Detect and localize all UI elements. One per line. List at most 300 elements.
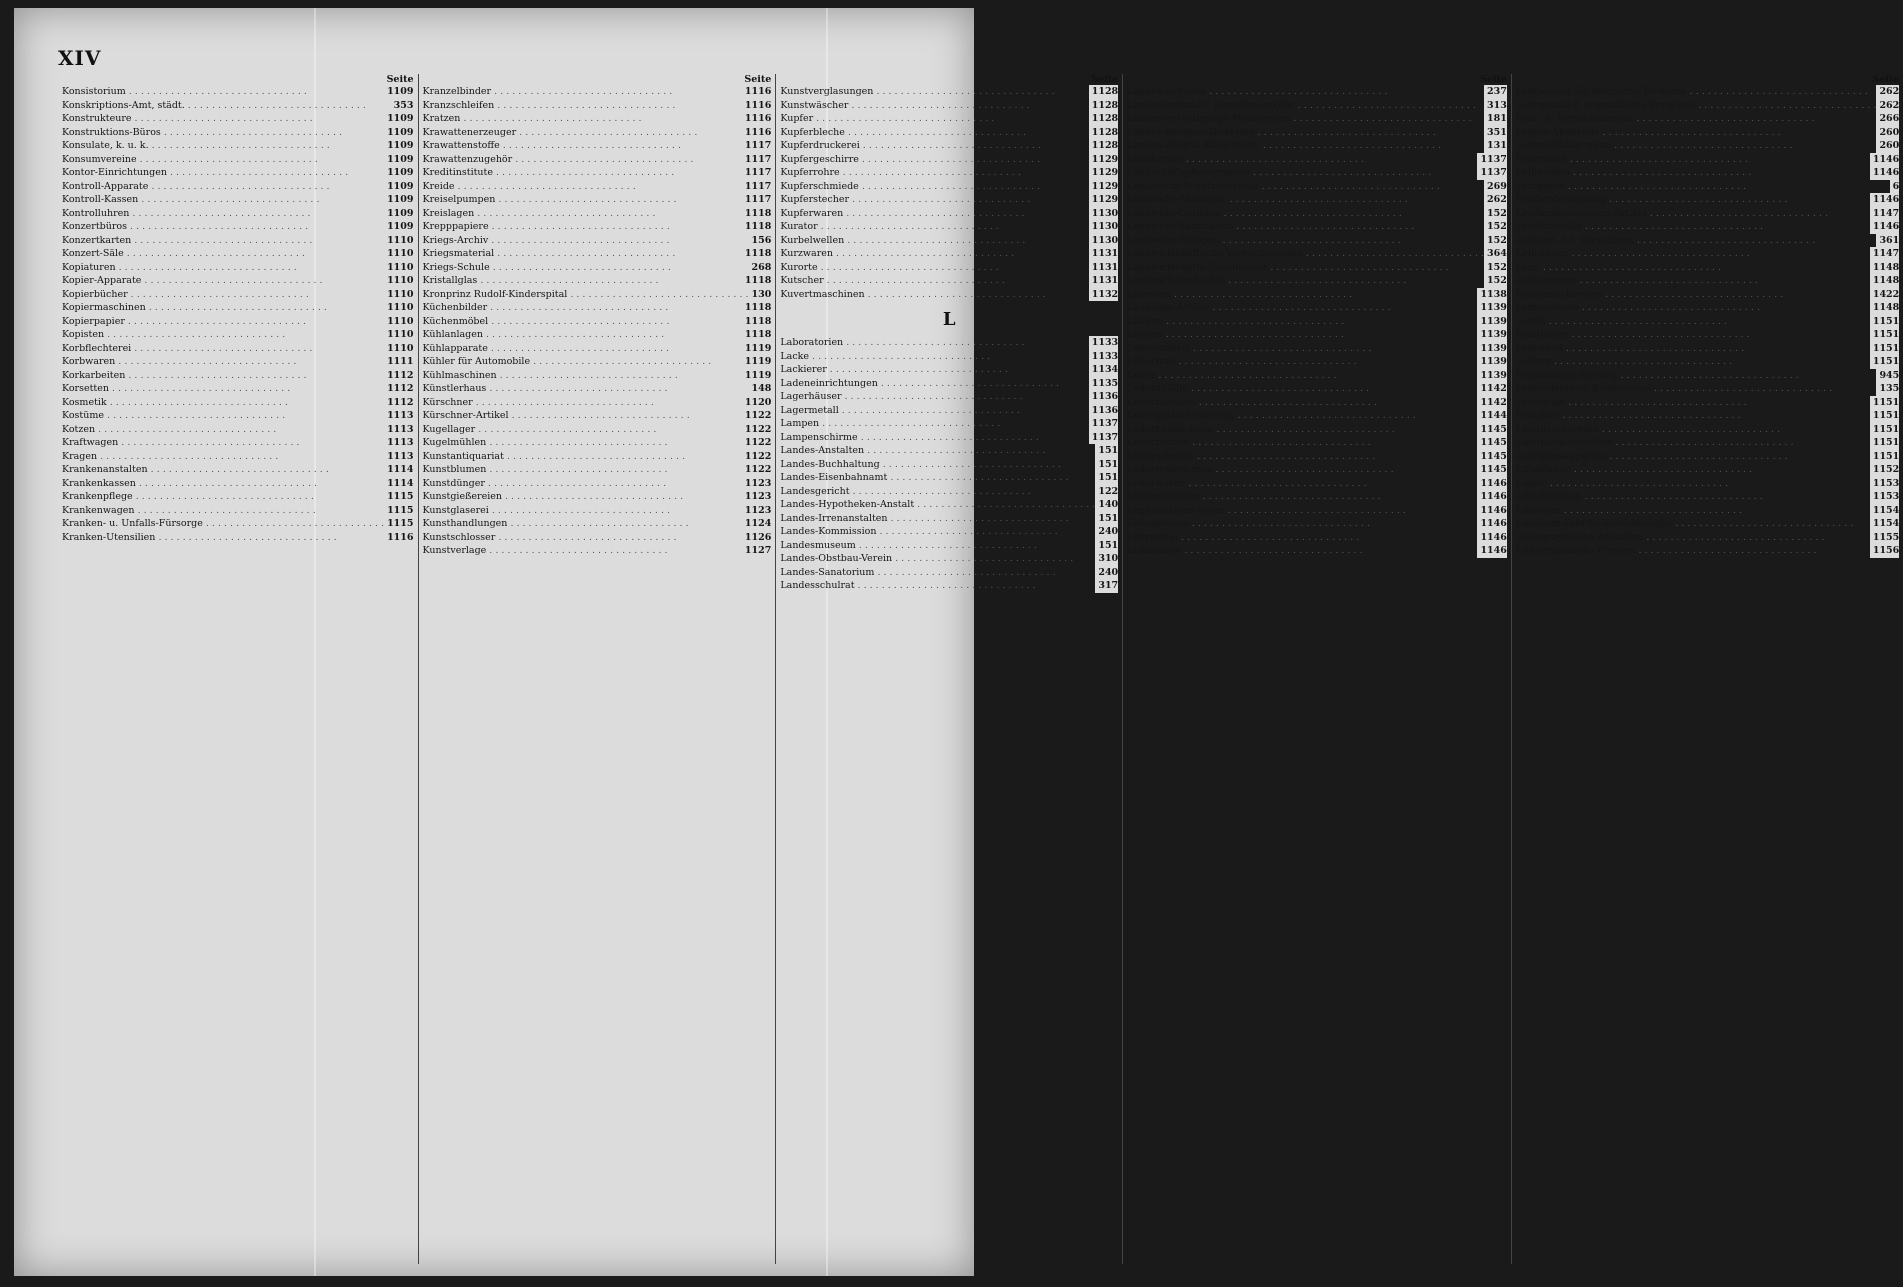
entry-page: 1152 bbox=[1870, 463, 1899, 477]
entry-term: Leuchter . . . bbox=[1516, 409, 1741, 423]
entry-page: 1109 bbox=[384, 180, 413, 194]
index-entry bbox=[62, 382, 414, 396]
entry-page: 6 bbox=[1890, 180, 1900, 194]
entry-term: Lesezirkel . . . bbox=[1516, 396, 1747, 410]
entry-page: 1118 bbox=[742, 315, 771, 329]
index-entry bbox=[1127, 315, 1507, 329]
entry-term: Kunstglaserei . . . bbox=[423, 504, 671, 518]
entry-page: 1122 bbox=[742, 436, 771, 450]
index-entry bbox=[1127, 544, 1507, 558]
entry-page: 140 bbox=[1095, 498, 1118, 512]
entry-term: Landwirtschafts-Rat . . . bbox=[1127, 274, 1406, 288]
entry-page: 1109 bbox=[384, 166, 413, 180]
index-entry bbox=[423, 342, 772, 356]
entry-term: Leichtmetalle . . . bbox=[1516, 220, 1763, 234]
entry-term: Kurator . . . bbox=[780, 220, 998, 234]
entry-page: 1151 bbox=[1870, 342, 1899, 356]
index-entry bbox=[423, 112, 772, 126]
index-entry bbox=[62, 193, 414, 207]
entry-term: Kurzwaren . . . bbox=[780, 247, 1014, 261]
entry-page: 1116 bbox=[384, 531, 413, 545]
entry-term: Ledergalanteriewaren . . . bbox=[1127, 409, 1416, 423]
entry-term: Kunstgießereien . . . bbox=[423, 490, 684, 504]
index-entry bbox=[1516, 544, 1899, 558]
entry-term: Leibgarde . . . bbox=[1516, 180, 1746, 194]
entry-term: Kostüme . . . bbox=[62, 409, 285, 423]
index-entry bbox=[423, 517, 772, 531]
entry-term: Kranzschleifen . . . bbox=[423, 99, 676, 113]
entry-term: Kupferdruckerei . . . bbox=[780, 139, 1041, 153]
index-entry bbox=[1127, 180, 1507, 194]
entry-page: 1142 bbox=[1477, 396, 1506, 410]
entry-term: Lacke . . . bbox=[780, 350, 990, 364]
index-entry bbox=[423, 247, 772, 261]
entry-page: 1117 bbox=[742, 193, 771, 207]
index-entry bbox=[1127, 517, 1507, 531]
entry-page: 1123 bbox=[742, 490, 771, 504]
entry-page: 1118 bbox=[742, 207, 771, 221]
entry-term: Kühler für Automobile . . . bbox=[423, 355, 712, 369]
index-entry bbox=[1127, 207, 1507, 221]
entry-page: 1118 bbox=[742, 328, 771, 342]
index-entry bbox=[1516, 504, 1899, 518]
entry-page: 1136 bbox=[1089, 404, 1118, 418]
index-entry bbox=[423, 288, 772, 302]
entry-page: 1144 bbox=[1477, 409, 1506, 423]
entry-term: Lehr- u. Versuchsanstalt . . . bbox=[1516, 112, 1815, 126]
entry-page: 1110 bbox=[384, 342, 413, 356]
column-entries bbox=[62, 85, 414, 544]
index-entry bbox=[1516, 166, 1899, 180]
entry-page: 1129 bbox=[1089, 180, 1118, 194]
index-entry bbox=[62, 490, 414, 504]
entry-page: 1147 bbox=[1870, 247, 1899, 261]
column-header: Seite bbox=[1479, 74, 1507, 85]
entry-term: Kunstverlage . . . bbox=[423, 544, 668, 558]
entry-term: Landes-Anstalten . . . bbox=[780, 444, 1045, 458]
entry-term: Kupferstecher . . . bbox=[780, 193, 1030, 207]
entry-term: Landes-Hypotheken-Anstalt . . . bbox=[780, 498, 1095, 512]
entry-term: Lackierer . . . bbox=[780, 363, 1008, 377]
entry-page: 361 bbox=[1876, 234, 1899, 248]
index-entry bbox=[62, 477, 414, 491]
entry-page: 1110 bbox=[384, 301, 413, 315]
index-entry bbox=[1127, 369, 1507, 383]
index-entry bbox=[62, 85, 414, 99]
entry-term: Konsumvereine . . . bbox=[62, 153, 318, 167]
entry-page: 310 bbox=[1095, 552, 1118, 566]
entry-term: Kopierbücher . . . bbox=[62, 288, 309, 302]
entry-term: Leinwand . . . bbox=[1516, 342, 1744, 356]
index-entry bbox=[1516, 85, 1899, 99]
entry-page: 1148 bbox=[1870, 301, 1899, 315]
entry-term: Kugelmühlen . . . bbox=[423, 436, 668, 450]
index-entry bbox=[780, 525, 1118, 539]
entry-term: Lagerhäuser . . . bbox=[780, 390, 1022, 404]
entry-term: Kriegsmaterial . . . bbox=[423, 247, 676, 261]
index-entry bbox=[1127, 301, 1507, 315]
index-entry bbox=[1127, 409, 1507, 423]
entry-term: Kriegs-Schule . . . bbox=[423, 261, 671, 275]
column-header: Seite bbox=[386, 74, 414, 85]
entry-term: Lederabfälle . . . bbox=[1127, 382, 1369, 396]
entry-page: 1142 bbox=[1477, 382, 1506, 396]
index-entry bbox=[780, 390, 1118, 404]
index-entry bbox=[62, 247, 414, 261]
entry-term: Kreiselpumpen . . . bbox=[423, 193, 677, 207]
entry-page: 1116 bbox=[742, 112, 771, 126]
entry-page: 1109 bbox=[384, 139, 413, 153]
entry-term: Kugellager . . . bbox=[423, 423, 657, 437]
entry-page: 1109 bbox=[384, 126, 413, 140]
index-entry bbox=[62, 301, 414, 315]
entry-term: Leim . . . bbox=[1516, 261, 1721, 275]
entry-term: Leihwagen . . . bbox=[1516, 247, 1750, 261]
index-entry bbox=[1127, 85, 1507, 99]
entry-page: 1110 bbox=[384, 288, 413, 302]
entry-page: 1146 bbox=[1870, 153, 1899, 167]
entry-term: Krankenpflege . . . bbox=[62, 490, 314, 504]
entry-page: 1118 bbox=[742, 274, 771, 288]
entry-page: 1114 bbox=[384, 477, 413, 491]
index-entry bbox=[62, 504, 414, 518]
entry-page: 1129 bbox=[1089, 153, 1118, 167]
index-entry bbox=[780, 336, 1118, 350]
entry-page: 364 bbox=[1484, 247, 1507, 261]
index-entry bbox=[780, 274, 1118, 288]
entry-page: 1151 bbox=[1870, 355, 1899, 369]
entry-term: Landes-Irrenanstalten . . . bbox=[780, 512, 1068, 526]
index-entry bbox=[780, 579, 1118, 593]
index-entry bbox=[1127, 220, 1507, 234]
index-entry bbox=[423, 166, 772, 180]
entry-term: Kranzelbinder . . . bbox=[423, 85, 673, 99]
entry-page: 1114 bbox=[384, 463, 413, 477]
column-header: Seite bbox=[744, 74, 772, 85]
entry-term: Lichtdruckereien . . . bbox=[1516, 423, 1780, 437]
entry-page: 268 bbox=[749, 261, 772, 275]
index-entry bbox=[1127, 463, 1507, 477]
index-entry bbox=[423, 234, 772, 248]
index-entry bbox=[1516, 490, 1899, 504]
entry-term: Lampenschirme . . . bbox=[780, 431, 1039, 445]
entry-page: 353 bbox=[391, 99, 414, 113]
entry-page: 1119 bbox=[742, 369, 771, 383]
index-entry bbox=[1516, 112, 1899, 126]
entry-page: 1130 bbox=[1089, 234, 1118, 248]
index-entry bbox=[780, 193, 1118, 207]
entry-term: Lebertran . . . bbox=[1127, 355, 1357, 369]
index-entry bbox=[1127, 423, 1507, 437]
entry-page: 1109 bbox=[384, 85, 413, 99]
index-entry bbox=[780, 498, 1118, 512]
entry-term: Kunstschlosser . . . bbox=[423, 531, 677, 545]
entry-term: Konskriptions-Amt, städt. . . . bbox=[62, 99, 366, 113]
entry-page: 1116 bbox=[742, 126, 771, 140]
entry-page: 1151 bbox=[1870, 315, 1899, 329]
index-entry bbox=[62, 436, 414, 450]
entry-term: Kürschner-Artikel . . . bbox=[423, 409, 690, 423]
index-entry bbox=[423, 139, 772, 153]
index-entry bbox=[423, 423, 772, 437]
entry-term: Leibbinden . . . bbox=[1127, 544, 1362, 558]
entry-term: Kreide . . . bbox=[423, 180, 636, 194]
entry-page: 1117 bbox=[742, 153, 771, 167]
index-entry bbox=[780, 458, 1118, 472]
index-entry bbox=[62, 180, 414, 194]
entry-page: 1112 bbox=[384, 396, 413, 410]
index-entry bbox=[423, 544, 772, 558]
index-entry bbox=[1516, 99, 1899, 113]
index-entry bbox=[1516, 409, 1899, 423]
entry-term: Ledertreibriemen . . . bbox=[1127, 463, 1393, 477]
entry-term: Kupferschmiede . . . bbox=[780, 180, 1040, 194]
entry-page: 151 bbox=[1095, 444, 1118, 458]
entry-term: Krankenanstalten . . . bbox=[62, 463, 329, 477]
entry-term: Kriegs-Archiv . . . bbox=[423, 234, 670, 248]
entry-term: Kontroll-Kassen . . . bbox=[62, 193, 319, 207]
entry-term: Landwehr-Kommando . . . bbox=[1127, 220, 1414, 234]
index-entry bbox=[1127, 382, 1507, 396]
entry-page: 1145 bbox=[1477, 463, 1506, 477]
entry-term: Landesverband f. Fremdenverkehr . . . bbox=[1127, 99, 1476, 113]
entry-page: 1135 bbox=[1089, 377, 1118, 391]
entry-term: Kontroll-Apparate . . . bbox=[62, 180, 330, 194]
index-entry bbox=[1127, 450, 1507, 464]
index-entry bbox=[1516, 477, 1899, 491]
entry-term: Landsturm-Schützenschule . . . bbox=[1127, 180, 1440, 194]
entry-term: Krankenwagen . . . bbox=[62, 504, 316, 518]
index-entry bbox=[1127, 166, 1507, 180]
index-entry bbox=[423, 301, 772, 315]
index-entry bbox=[423, 477, 772, 491]
index-entry bbox=[62, 207, 414, 221]
index-entry bbox=[780, 566, 1118, 580]
entry-term: Landes-Weinbau-Direktion . . . bbox=[1127, 126, 1436, 140]
entry-page: 1130 bbox=[1089, 220, 1118, 234]
index-entry bbox=[62, 126, 414, 140]
column-header: Seite bbox=[1872, 74, 1900, 85]
entry-term: Konsulate, k. u. k. . . . bbox=[62, 139, 330, 153]
entry-term: Leinengarne . . . bbox=[1516, 274, 1758, 288]
entry-page: 1128 bbox=[1089, 139, 1118, 153]
index-entry bbox=[62, 274, 414, 288]
index-entry bbox=[423, 463, 772, 477]
entry-page: 1137 bbox=[1477, 153, 1506, 167]
entry-page: 1146 bbox=[1477, 504, 1506, 518]
entry-page: 1145 bbox=[1477, 423, 1506, 437]
entry-page: 1129 bbox=[1089, 166, 1118, 180]
entry-term: Kotzen . . . bbox=[62, 423, 276, 437]
entry-term: Kurbelwellen . . . bbox=[780, 234, 1025, 248]
index-entry bbox=[423, 355, 772, 369]
index-entry bbox=[1516, 247, 1899, 261]
entry-term: Korkarbeiten . . . bbox=[62, 369, 307, 383]
entry-term: Lederfabriken . . . bbox=[1127, 396, 1377, 410]
entry-page: 1112 bbox=[384, 382, 413, 396]
index-entry bbox=[780, 444, 1118, 458]
index-entry bbox=[423, 274, 772, 288]
entry-page: 1136 bbox=[1089, 390, 1118, 404]
entry-term: Lithographische Anstalten . . . bbox=[1516, 531, 1825, 545]
index-entry bbox=[1516, 369, 1899, 383]
entry-term: Legitimations-Büros . . . bbox=[1127, 504, 1406, 518]
entry-term: Kranken-Utensilien . . . bbox=[62, 531, 337, 545]
entry-page: 131 bbox=[1484, 139, 1507, 153]
entry-term: Kragen . . . bbox=[62, 450, 278, 464]
entry-term: Konstruktions-Büros . . . bbox=[62, 126, 342, 140]
entry-term: Lehmgruben . . . bbox=[1127, 517, 1370, 531]
entry-page: 1110 bbox=[384, 234, 413, 248]
index-entry bbox=[423, 261, 772, 275]
index-entry bbox=[780, 485, 1118, 499]
entry-page: 1119 bbox=[742, 355, 771, 369]
entry-page: 266 bbox=[1876, 112, 1899, 126]
entry-term: Landes-Buchhaltung . . . bbox=[780, 458, 1061, 472]
index-entry bbox=[423, 504, 772, 518]
index-entry bbox=[62, 220, 414, 234]
entry-term: Kopisten . . . bbox=[62, 328, 285, 342]
index-entry bbox=[1516, 261, 1899, 275]
entry-term: Lederwaren . . . bbox=[1127, 477, 1366, 491]
entry-term: Landwehr-Truppen . . . bbox=[1127, 234, 1401, 248]
entry-term: Leihamt, f. f. Versatzamt . . . bbox=[1516, 234, 1815, 248]
entry-page: 1128 bbox=[1089, 126, 1118, 140]
entry-page: 1131 bbox=[1089, 261, 1118, 275]
entry-term: Landes-Zentral-Kinderheim . . . bbox=[1127, 139, 1441, 153]
entry-page: 1133 bbox=[1089, 350, 1118, 364]
index-entry bbox=[62, 369, 414, 383]
entry-term: Linoleum-Fabriks-Einrichtungen . . . bbox=[1516, 517, 1853, 531]
entry-term: Kunstwäscher . . . bbox=[780, 99, 1029, 113]
index-entry bbox=[1127, 234, 1507, 248]
entry-term: Lehrer-Pädagogium . . . bbox=[1516, 139, 1793, 153]
index-entry bbox=[780, 247, 1118, 261]
index-entry bbox=[1516, 288, 1899, 302]
entry-page: 1146 bbox=[1870, 220, 1899, 234]
entry-page: 135 bbox=[1876, 382, 1899, 396]
index-entry bbox=[1127, 490, 1507, 504]
entry-page: 1130 bbox=[1089, 207, 1118, 221]
index-entry bbox=[423, 382, 772, 396]
entry-term: Kupferwaren . . . bbox=[780, 207, 1024, 221]
index-entry bbox=[62, 112, 414, 126]
entry-page: 151 bbox=[1095, 512, 1118, 526]
entry-term: Kopiermaschinen . . . bbox=[62, 301, 327, 315]
entry-page: 1120 bbox=[742, 396, 771, 410]
entry-term: Lehrer-Akademie . . . bbox=[1516, 126, 1781, 140]
entry-page: 1153 bbox=[1870, 477, 1899, 491]
entry-page: 1109 bbox=[384, 193, 413, 207]
entry-term: Kristallglas . . . bbox=[423, 274, 659, 288]
entry-term: Lichtpausapparate . . . bbox=[1516, 450, 1788, 464]
index-entry bbox=[423, 180, 772, 194]
entry-term: Leibbinden . . . bbox=[1516, 166, 1751, 180]
entry-term: Kupferbleche . . . bbox=[780, 126, 1026, 140]
entry-page: 260 bbox=[1876, 126, 1899, 140]
index-entry bbox=[1516, 355, 1899, 369]
entry-page: 1137 bbox=[1089, 417, 1118, 431]
entry-term: Liftanlagen . . . bbox=[1516, 463, 1752, 477]
entry-page: 1113 bbox=[384, 450, 413, 464]
entry-term: Krawattenstoffe . . . bbox=[423, 139, 681, 153]
entry-page: 1139 bbox=[1477, 342, 1506, 356]
entry-page: 945 bbox=[1876, 369, 1899, 383]
index-entry bbox=[780, 99, 1118, 113]
entry-page: 1111 bbox=[384, 355, 413, 369]
index-entry bbox=[423, 328, 772, 342]
index-entry bbox=[423, 436, 772, 450]
index-entry bbox=[1516, 382, 1899, 396]
index-entry bbox=[1516, 463, 1899, 477]
entry-term: Landesgericht . . . bbox=[780, 485, 1030, 499]
index-entry bbox=[1516, 139, 1899, 153]
entry-page: 1122 bbox=[742, 409, 771, 423]
entry-page: 1148 bbox=[1870, 261, 1899, 275]
index-entry bbox=[423, 220, 772, 234]
entry-term: Künstlerhaus . . . bbox=[423, 382, 668, 396]
entry-term: Kühlmaschinen . . . bbox=[423, 369, 678, 383]
entry-term: Lampen . . . bbox=[780, 417, 1000, 431]
index-entry bbox=[423, 450, 772, 464]
entry-page: 1146 bbox=[1477, 490, 1506, 504]
entry-term: Landwehr-Akademie . . . bbox=[1127, 193, 1408, 207]
index-entry bbox=[423, 85, 772, 99]
entry-page: 1115 bbox=[384, 504, 413, 518]
entry-term: Kopierpapier . . . bbox=[62, 315, 306, 329]
entry-page: 1151 bbox=[1870, 409, 1899, 423]
index-entry bbox=[1516, 436, 1899, 450]
entry-term: Kraftwagen . . . bbox=[62, 436, 299, 450]
index-entry bbox=[780, 288, 1118, 302]
entry-term: Landes-Schulrat . . . bbox=[1127, 85, 1387, 99]
index-entry bbox=[62, 153, 414, 167]
index-column-5 bbox=[1512, 74, 1903, 1264]
entry-page: 240 bbox=[1095, 525, 1118, 539]
entry-term: Laboratorien . . . bbox=[780, 336, 1024, 350]
entry-page: 1116 bbox=[742, 99, 771, 113]
index-entry bbox=[1127, 274, 1507, 288]
index-entry bbox=[780, 126, 1118, 140]
index-entry bbox=[780, 431, 1118, 445]
entry-page: 1156 bbox=[1870, 544, 1899, 558]
index-entry bbox=[780, 552, 1118, 566]
entry-page: 262 bbox=[1484, 193, 1507, 207]
index-column-2 bbox=[419, 74, 777, 1264]
entry-term: Leinöl . . . bbox=[1516, 315, 1727, 329]
entry-term: Leichenbestattungs-Artikel . . . bbox=[1516, 207, 1828, 221]
column-entries bbox=[1127, 85, 1507, 558]
entry-term: Konzertkarten . . . bbox=[62, 234, 312, 248]
entry-term: Korbwaren . . . bbox=[62, 355, 296, 369]
entry-page: 317 bbox=[1095, 579, 1118, 593]
entry-page: 1109 bbox=[384, 207, 413, 221]
entry-page: 1122 bbox=[742, 463, 771, 477]
entry-term: Kontrolluhren . . . bbox=[62, 207, 311, 221]
index-entry bbox=[423, 315, 772, 329]
index-entry bbox=[1516, 207, 1899, 221]
entry-term: Kühlanlagen . . . bbox=[423, 328, 665, 342]
entry-page: 1151 bbox=[1870, 328, 1899, 342]
entry-page: 130 bbox=[749, 288, 772, 302]
index-entry bbox=[1127, 99, 1507, 113]
entry-page: 351 bbox=[1484, 126, 1507, 140]
index-entry bbox=[62, 396, 414, 410]
entry-page: 1124 bbox=[742, 517, 771, 531]
index-entry bbox=[62, 261, 414, 275]
entry-page: 1110 bbox=[384, 247, 413, 261]
entry-term: Lederschnitte . . . bbox=[1127, 450, 1375, 464]
